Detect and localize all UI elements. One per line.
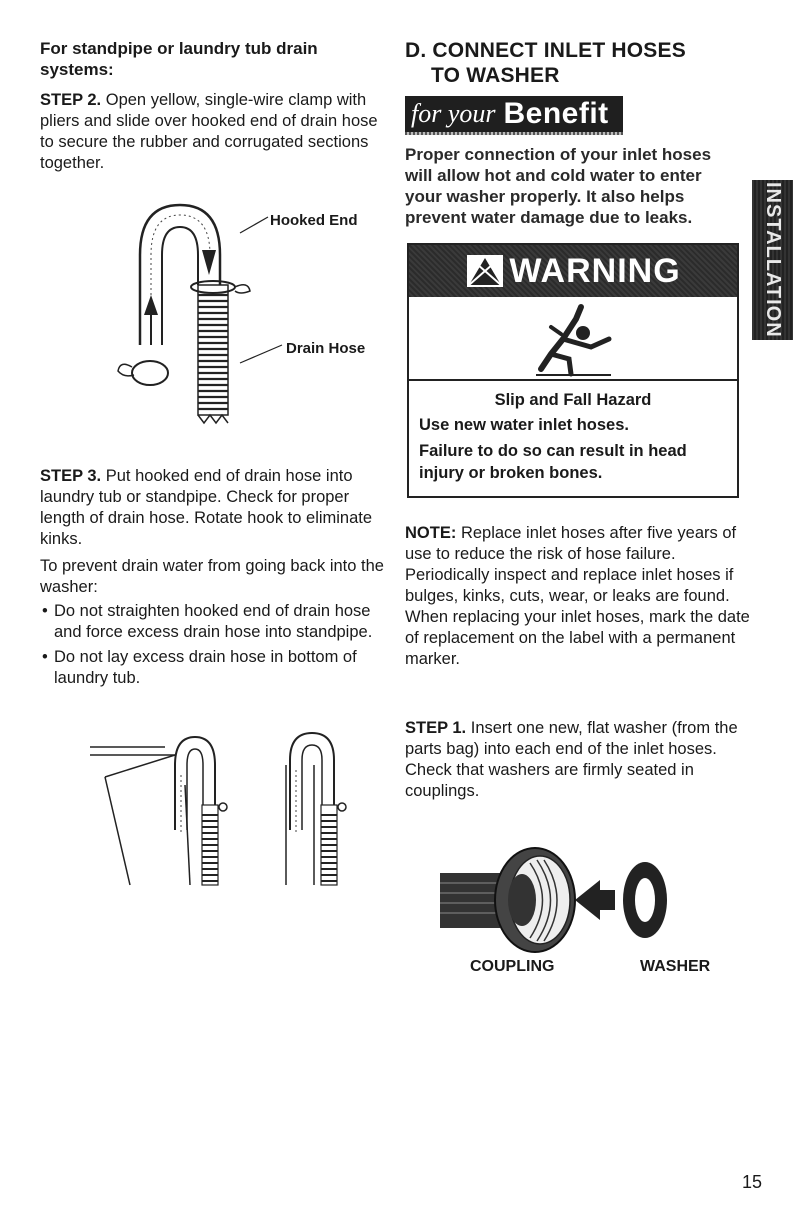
benefit-for-your: for your	[411, 99, 496, 128]
side-tab-label: INSTALLATION	[762, 182, 784, 338]
step2-paragraph	[40, 90, 385, 174]
note-paragraph	[405, 523, 750, 670]
section-title-line2: TO WASHER	[431, 64, 560, 87]
bullet-item: • Do not straighten hooked end of drain hose and force excess drain hose into standpipe.	[40, 601, 385, 643]
prevent-paragraph: To prevent drain water from going back into the washer:	[40, 557, 384, 596]
page-number: 15	[742, 1172, 763, 1192]
warning-title: Slip and Fall Hazard	[494, 391, 652, 409]
washer-caption: WASHER	[640, 958, 711, 975]
warning-word: WARNING	[509, 251, 681, 290]
note-text: Replace inlet hoses after five years of use to reduce the risk of hose failure. Periodically inspect and replace inlet hoses if bulges, kinks, cuts, wear, or leaks are found. When replacing your inlet hoses, mark the date of replacement on the label with a permanent marker.	[405, 524, 750, 668]
warning-body	[409, 381, 737, 484]
step1-paragraph	[405, 718, 750, 802]
step3-label: STEP 3.	[40, 467, 102, 485]
hooked-end-drain-hose-figure	[100, 195, 370, 435]
installation-side-tab	[752, 180, 793, 340]
step1-text: Insert one new, flat washer (from the parts bag) into each end of the inlet hoses. Check that washers are firmly seated in couplings.	[405, 719, 738, 800]
bullet-item: • Do not lay excess drain hose in bottom of laundry tub.	[40, 647, 385, 689]
step3-paragraph	[40, 466, 385, 550]
note-label: NOTE:	[405, 524, 457, 542]
slip-fall-pictogram	[409, 297, 737, 381]
drain-hose-label: Drain Hose	[286, 340, 366, 357]
benefit-rule	[405, 132, 623, 135]
section-title	[405, 38, 735, 88]
coupling-caption: COUPLING	[470, 958, 555, 975]
step1-label: STEP 1.	[405, 719, 467, 737]
prevent-bullets	[40, 601, 385, 693]
warning-line2: Failure to do so can result in head injury or broken bones.	[419, 442, 687, 482]
step2-label: STEP 2.	[40, 91, 102, 109]
warning-box	[407, 243, 739, 498]
slip-fall-icon	[521, 299, 621, 377]
warning-line1: Use new water inlet hoses.	[419, 416, 629, 434]
coupling-washer-figure	[440, 838, 730, 958]
step2-text: Open yellow, single-wire clamp with pliers and slide over hooked end of drain hose to secure the rubber and corrugated sections together.	[40, 91, 378, 172]
warning-header	[409, 245, 737, 297]
laundry-tub-standpipe-figure	[90, 725, 380, 890]
hooked-end-label: Hooked End	[270, 212, 358, 229]
warning-triangle-icon	[465, 253, 505, 289]
benefit-paragraph: Proper connection of your inlet hoses will allow hot and cold water to enter your washer properly. It also helps prevent water damage due to leaks.	[405, 145, 712, 227]
standpipe-heading: For standpipe or laundry tub drain systems:	[40, 39, 318, 79]
benefit-banner	[405, 96, 623, 135]
benefit-word: Benefit	[503, 97, 609, 130]
step3-text: Put hooked end of drain hose into laundry tub or standpipe. Check for proper length of drain hose. Rotate hook to eliminate kinks.	[40, 467, 373, 548]
section-title-line1: D. CONNECT INLET HOSES	[405, 39, 686, 62]
